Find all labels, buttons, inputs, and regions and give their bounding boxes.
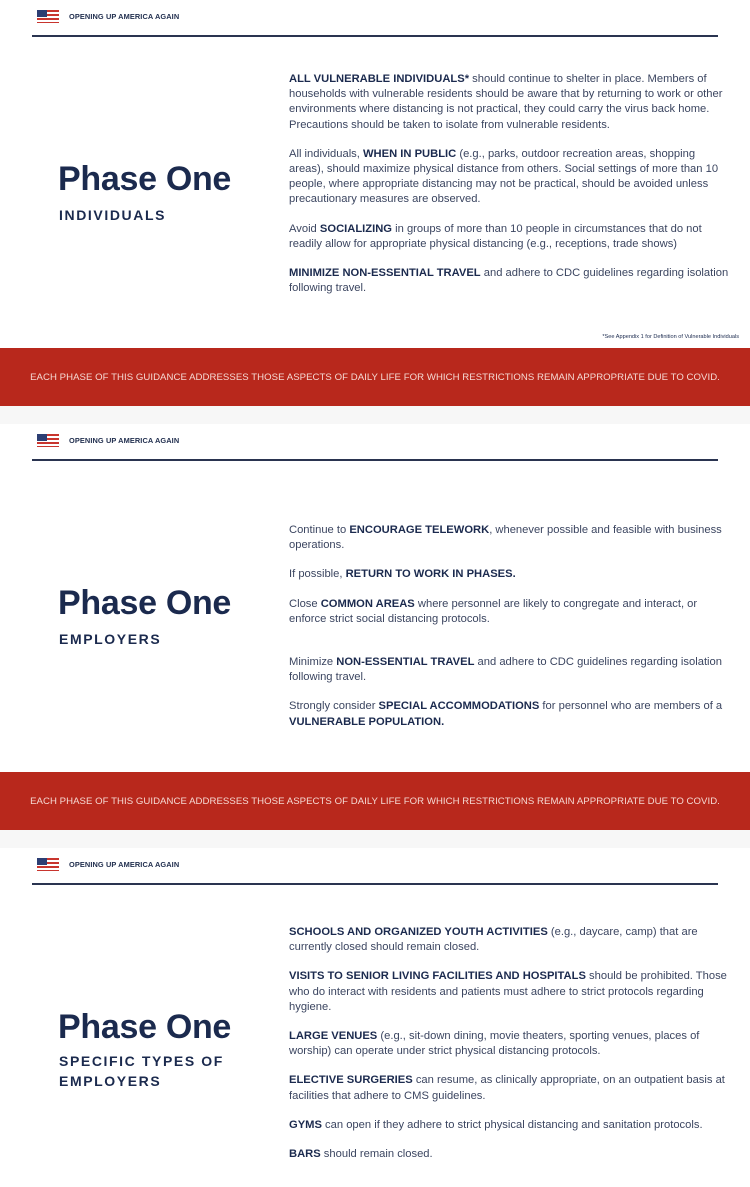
- header-title: OPENING UP AMERICA AGAIN: [69, 435, 180, 445]
- slide-employers: [0, 424, 750, 772]
- slide-header: [37, 857, 179, 871]
- guidance-paragraph: ALL VULNERABLE INDIVIDUALS* should continue to shelter in place. Members of households with vulnerable residents should be aware that by returning to work or other environments where distancing is not practical, they could carry the virus back home. Precautions should be taken to isolate from vulnerable residents.: [289, 73, 723, 131]
- header-title: OPENING UP AMERICA AGAIN: [69, 859, 180, 869]
- page-gap: [0, 830, 750, 848]
- slide-specific-employers: [0, 848, 750, 1187]
- footnote: *See Appendix 1 for Definition of Vulnerable Individuals: [602, 334, 739, 340]
- phase-title: Phase One: [58, 160, 232, 198]
- slide-header: [37, 9, 179, 23]
- guidance-paragraph: Close COMMON AREAS where personnel are likely to congregate and interact, or enforce strict social distancing protocols.: [289, 597, 698, 625]
- guidance-paragraph: Avoid SOCIALIZING in groups of more than 10 people in circumstances that do not readily allow for appropriate physical distancing (e.g., receptions, trade shows): [289, 222, 702, 250]
- banner: EACH PHASE OF THIS GUIDANCE ADDRESSES THOSE ASPECTS OF DAILY LIFE FOR WHICH RESTRICTIONS REMAIN APPROPRIATE DUE TO COVID.: [0, 772, 750, 830]
- banner: EACH PHASE OF THIS GUIDANCE ADDRESSES THOSE ASPECTS OF DAILY LIFE FOR WHICH RESTRICTIONS REMAIN APPROPRIATE DUE TO COVID.: [0, 348, 750, 406]
- phase-subtitle: [59, 1051, 224, 1091]
- phase-title: Phase One: [58, 584, 232, 622]
- guidance-text: [289, 72, 729, 310]
- guidance-paragraph: SCHOOLS AND ORGANIZED YOUTH ACTIVITIES (e.g., daycare, camp) that are currently closed should remain closed.: [289, 926, 698, 954]
- us-flag-icon: [37, 10, 59, 23]
- us-flag-icon: [37, 858, 59, 871]
- phase-title: Phase One: [58, 1008, 232, 1046]
- guidance-paragraph: Continue to ENCOURAGE TELEWORK, whenever possible and feasible with business operations.: [289, 524, 722, 552]
- header-divider: [32, 35, 718, 37]
- phase-subtitle-line: EMPLOYERS: [59, 1073, 162, 1089]
- guidance-paragraph: BARS should remain closed.: [289, 1148, 433, 1161]
- phase-subtitle: INDIVIDUALS: [59, 207, 167, 223]
- phase-subtitle-line: SPECIFIC TYPES OF: [59, 1053, 224, 1069]
- guidance-paragraph: LARGE VENUES (e.g., sit-down dining, movie theaters, sporting venues, places of worship) can operate under strict physical distancing protocols.: [289, 1030, 700, 1058]
- guidance-paragraph: ELECTIVE SURGERIES can resume, as clinically appropriate, on an outpatient basis at facilities that adhere to CMS guidelines.: [289, 1074, 725, 1102]
- guidance-paragraph: Strongly consider SPECIAL ACCOMMODATIONS for personnel who are members of a VULNERABLE POPULATION.: [289, 700, 723, 728]
- guidance-paragraph: MINIMIZE NON-ESSENTIAL TRAVEL and adhere to CDC guidelines regarding isolation following travel.: [289, 267, 729, 295]
- header-divider: [32, 459, 718, 461]
- page-gap: [0, 406, 750, 424]
- guidance-paragraph: VISITS TO SENIOR LIVING FACILITIES AND HOSPITALS should be prohibited. Those who do interact with residents and patients must adhere to strict protocols regarding hygiene.: [289, 970, 727, 1013]
- slide-individuals: [0, 0, 750, 348]
- header-title: OPENING UP AMERICA AGAIN: [69, 11, 180, 21]
- guidance-paragraph: All individuals, WHEN IN PUBLIC (e.g., parks, outdoor recreation areas, shopping areas), should maximize physical distance from others. Social settings of more than 10 people, where appropriate distancing may not be practical, should be avoided unless precautionary measures are observed.: [289, 147, 719, 206]
- guidance-paragraph: If possible, RETURN TO WORK IN PHASES.: [289, 568, 516, 581]
- phase-subtitle: EMPLOYERS: [59, 631, 162, 647]
- us-flag-icon: [37, 434, 59, 447]
- guidance-paragraph: Minimize NON-ESSENTIAL TRAVEL and adhere to CDC guidelines regarding isolation following travel.: [289, 656, 722, 684]
- header-divider: [32, 883, 718, 885]
- guidance-text: [289, 523, 729, 744]
- slide-header: [37, 433, 179, 447]
- guidance-paragraph: GYMS can open if they adhere to strict physical distancing and sanitation protocols.: [289, 1118, 703, 1131]
- guidance-text: [289, 925, 729, 1176]
